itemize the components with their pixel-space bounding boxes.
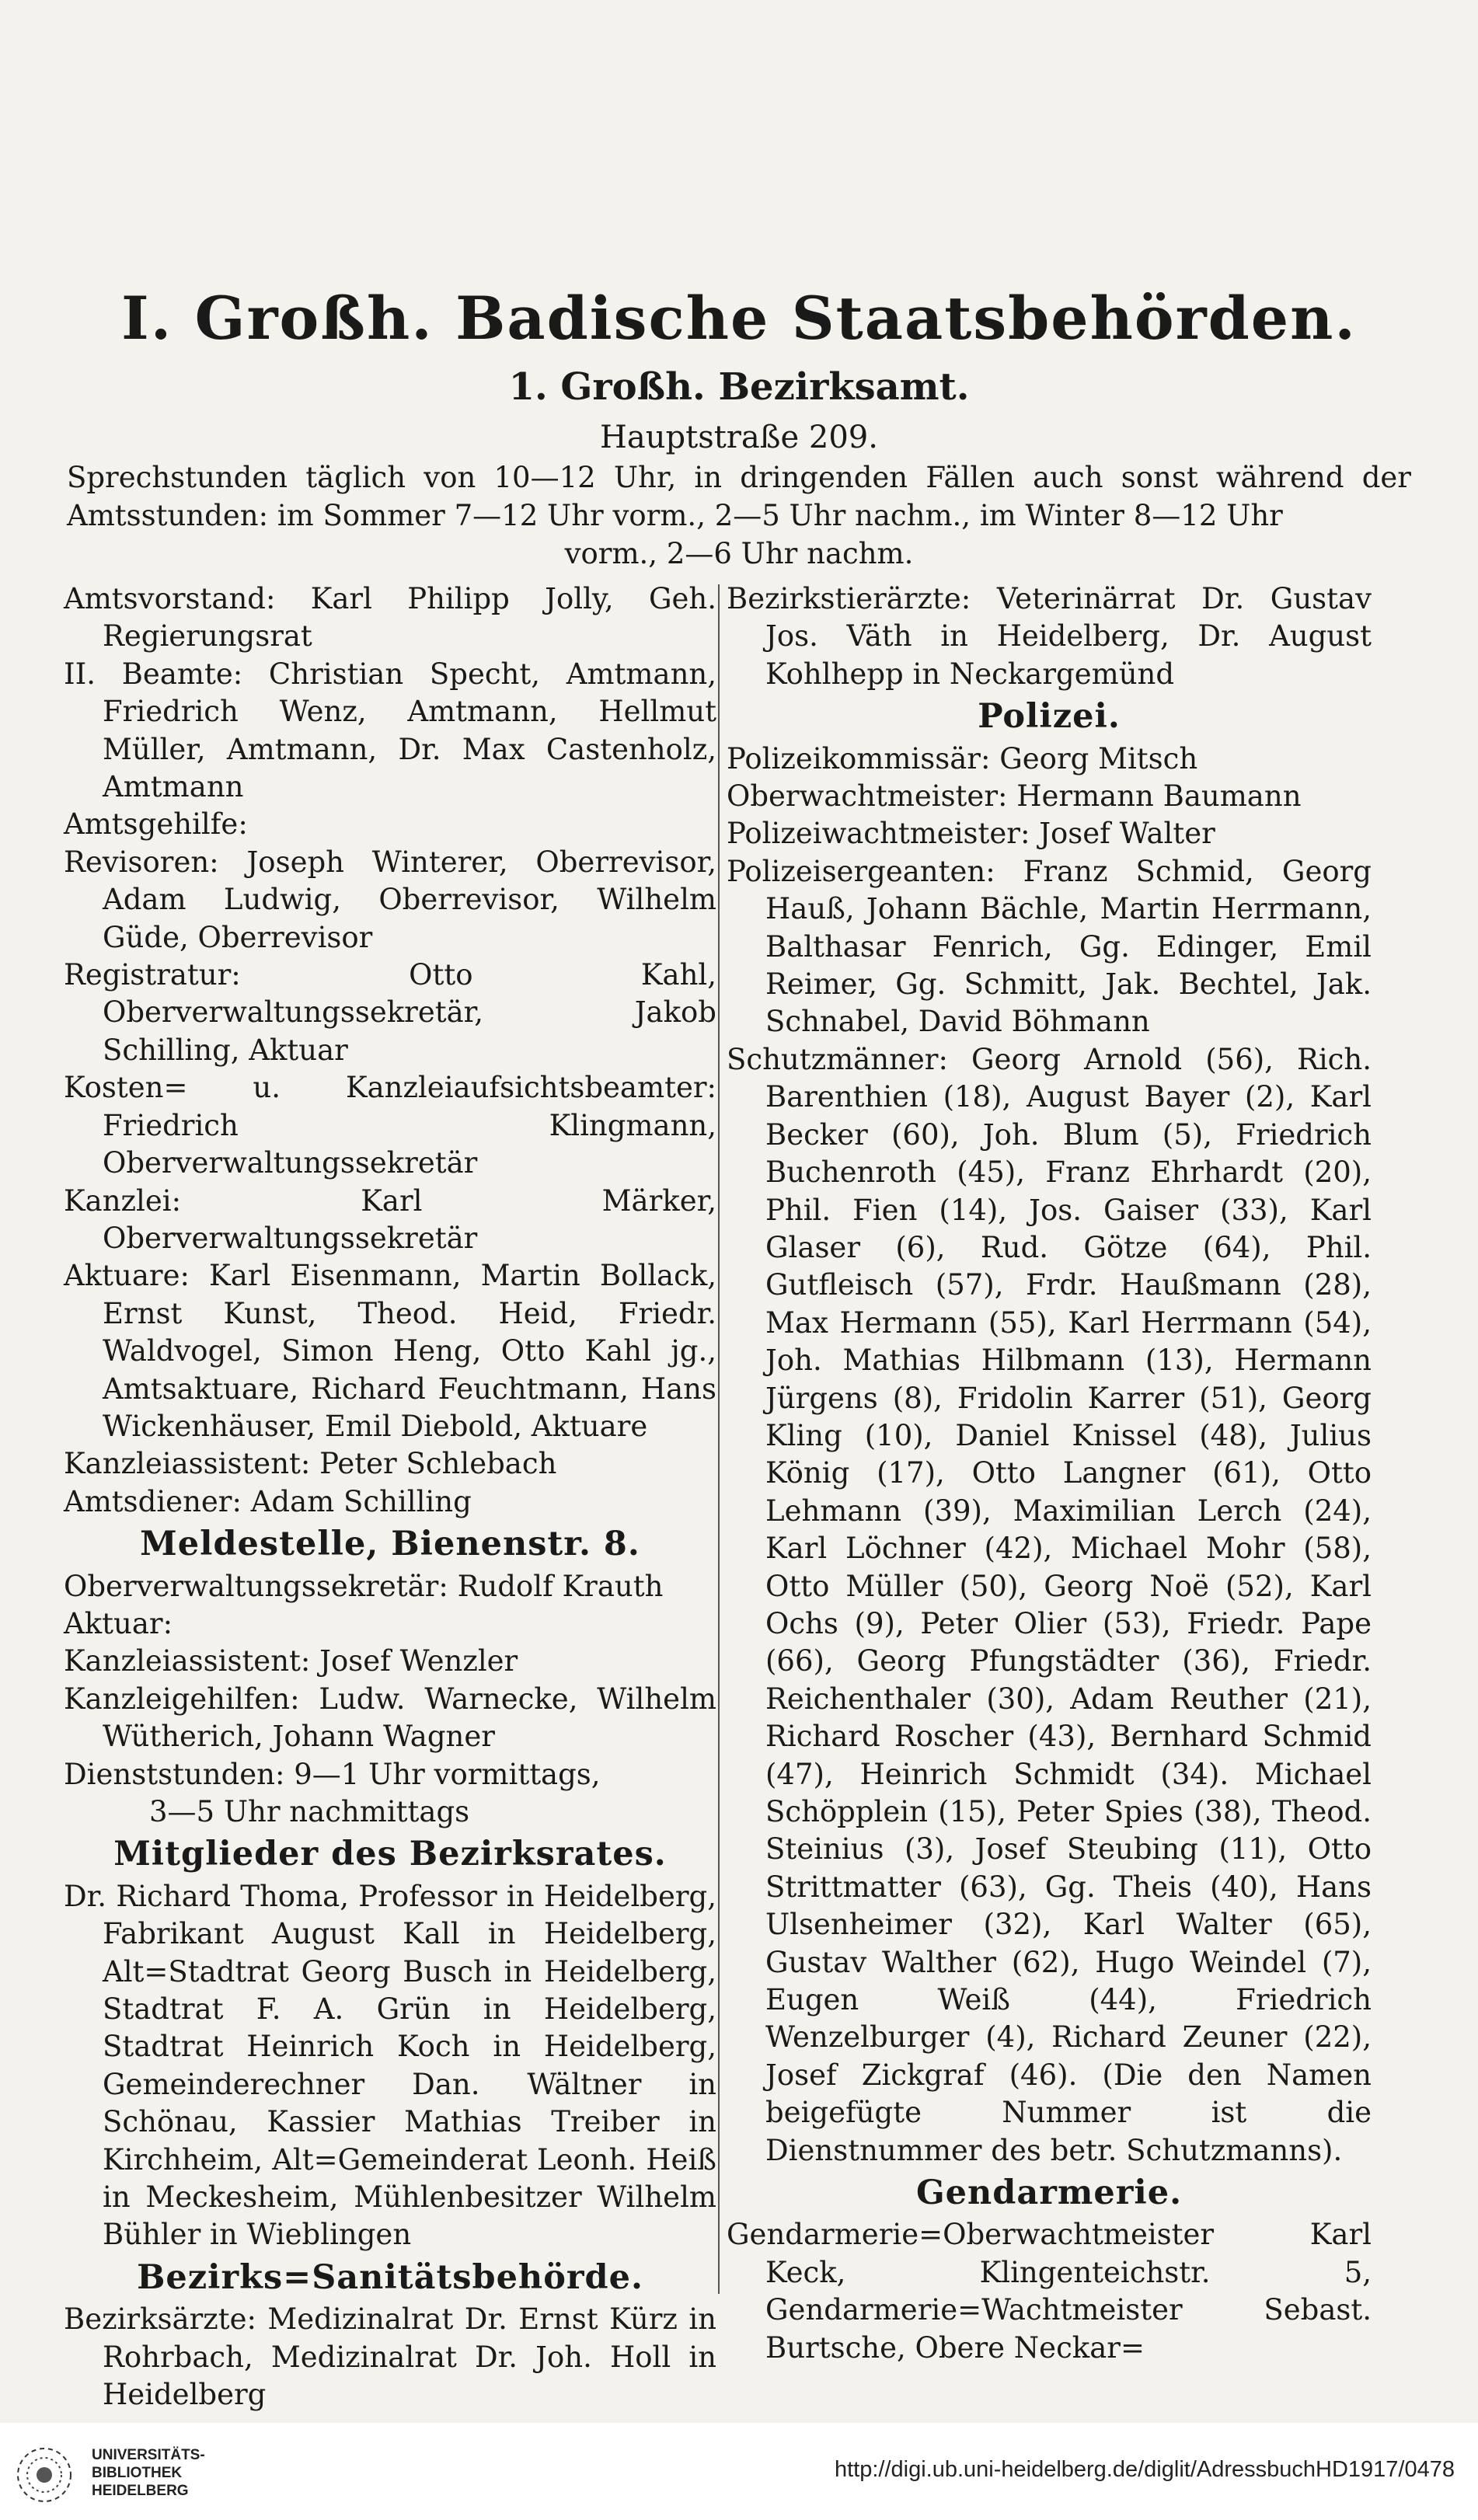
library-name-line: HEIDELBERG [92,2483,189,2499]
library-logo-icon [9,2440,87,2510]
entry-paragraph: Gendarmerie=Oberwachtmeister Karl Keck, Klingenteichstr. 5, Gendarmerie=Wachtmeister Sebast. Burtsche, Obere Neckar= [727,2218,1372,2365]
entry-paragraph: Aktuare: Karl Eisenmann, Martin Bollack, Ernst Kunst, Theod. Heid, Friedr. Waldvogel, Simon Heng, Otto Kahl jg., Amtsaktuare, Richard Feuchtmann, Hans Wickenhäuser, Emil Diebold, Aktuare [64,1259,716,1443]
entry-paragraph: Aktuar: [64,1606,173,1640]
page-title: I. Großh. Badische Staatsbehörden. [121,284,1357,353]
section-heading: Mitglieder des Bezirksrates. [113,1835,667,1874]
entry-paragraph: Amtsvorstand: Karl Philipp Jolly, Geh. Regierungsrat [64,582,716,654]
left-column [64,580,716,2414]
section-title: 1. Großh. Bezirksamt. [508,365,970,409]
entry-paragraph: Kanzleiassistent: Josef Wenzler [64,1644,518,1678]
entry-paragraph: Dienststunden: 9—1 Uhr vormittags, [64,1757,601,1791]
entry-paragraph: Kanzlei: Karl Märker, Oberverwaltungssekretär [64,1183,716,1255]
entry-paragraph: Kanzleigehilfen: Ludw. Warnecke, Wilhelm Wütherich, Johann Wagner [64,1682,716,1754]
entry-paragraph: Polizeiwachtmeister: Josef Walter [727,817,1215,851]
entry-paragraph: Kanzleiassistent: Peter Schlebach [64,1447,557,1481]
entry-paragraph: Bezirksärzte: Medizinalrat Dr. Ernst Kürz in Rohrbach, Medizinalrat Dr. Joh. Holl in Heidelberg [64,2302,716,2412]
entry-paragraph: Polizeikommissär: Georg Mitsch [727,741,1198,776]
entry-paragraph: Kosten= u. Kanzleiaufsichtsbeamter: Friedrich Klingmann, Oberverwaltungssekretär [64,1071,716,1180]
column-divider [718,584,720,2294]
entry-paragraph: 3—5 Uhr nachmittags [149,1795,470,1828]
entry-paragraph: Revisoren: Joseph Winterer, Oberrevisor, Adam Ludwig, Oberrevisor, Wilhelm Güde, Oberrevisor [64,845,716,954]
entry-paragraph: II. Beamte: Christian Specht, Amtmann, Friedrich Wenz, Amtmann, Hellmut Müller, Amtmann, Dr. Max Castenholz, Amtmann [64,657,716,804]
hours-line: Sprechstunden täglich von 10—12 Uhr, in dringenden Fällen auch sonst während der [67,461,1411,494]
source-url[interactable]: http://digi.ub.uni-heidelberg.de/diglit/AdressbuchHD1917/0478 [834,2457,1455,2482]
section-heading: Gendarmerie. [915,2173,1183,2213]
entry-paragraph: Amtsdiener: Adam Schilling [64,1484,472,1518]
entry-paragraph: Dr. Richard Thoma, Professor in Heidelberg, Fabrikant August Kall in Heidelberg, Alt=Stadtrat Georg Busch in Heidelberg, Stadtrat F. A. Grün in Heidelberg, Stadtrat Heinrich Koch in Heidelberg, Gemeinderechner Dan. Wältner in Schönau, Kassier Mathias Treiber in Kirchheim, Alt=Gemeinderat Leonh. Heiß in Meckesheim, Mühlenbesitzer Wilhelm Bühler in Wieblingen [64,1879,716,2252]
entry-paragraph: Schutzmänner: Georg Arnold (56), Rich. Barenthien (18), August Bayer (2), Karl Becker (60), Joh. Blum (5), Friedrich Buchenroth (45), Franz Ehrhardt (20), Phil. Fien (14), Jos. Gaiser (33), Karl Glaser (6), Rud. Götze (64), Phil. Gutfleisch (57), Frdr. Haußmann (28), Max Hermann (55), Karl Herrmann (54), Joh. Mathias Hilbmann (13), Hermann Jürgens (8), Fridolin Karrer (51), Georg Kling (10), Daniel Knissel (48), Julius König (17), Otto Langner (61), Otto Lehmann (39), Maximilian Lerch (24), Karl Löchner (42), Michael Mohr (58), Otto Müller (50), Georg Noë (52), Karl Ochs (9), Peter Olier (53), Friedr. Pape (66), Georg Pfungstädter (36), Friedr. Reichenthaler (30), Adam Reuther (21), Richard Roscher (43), Bernhard Schmid (47), Heinrich Schmidt (34). Michael Schöpplein (15), Peter Spies (38), Theod. Steinius (3), Josef Steubing (11), Otto Strittmatter (63), Gg. Theis (40), Hans Ulsenheimer (32), Karl Walter (65), Gustav Walther (62), Hugo Weindel (7), Eugen Weiß (44), Friedrich Wenzelburger (4), Richard Zeuner (22), Josef Zickgraf (46). (Die den Namen beigefügte Nummer ist die Dienstnummer des betr. Schutzmanns). [727,1042,1372,2167]
entry-paragraph: Amtsgehilfe: [64,807,248,842]
office-hours [67,458,1411,573]
entry-paragraph: Bezirkstierärzte: Veterinärrat Dr. Gustav Jos. Väth in Heidelberg, Dr. August Kohlhepp in Neckargemünd [727,582,1372,691]
entry-paragraph: Polizeisergeanten: Franz Schmid, Georg Hauß, Johann Bächle, Martin Herrmann, Balthasar Fenrich, Gg. Edinger, Emil Reimer, Gg. Schmitt, Jak. Bechtel, Jak. Schnabel, David Böhmann [727,854,1372,1039]
library-name-line: UNIVERSITÄTS- [92,2447,205,2463]
library-name [92,2446,205,2500]
library-name-line: BIBLIOTHEK [92,2465,183,2481]
section-heading: Polizei. [978,697,1121,737]
right-column [727,580,1372,2367]
section-heading: Meldestelle, Bienenstr. 8. [140,1525,640,1564]
hours-line: vorm., 2—6 Uhr nachm. [564,537,914,570]
entry-paragraph: Oberverwaltungssekretär: Rudolf Krauth [64,1569,664,1603]
section-heading: Bezirks=Sanitätsbehörde. [137,2257,643,2297]
office-address: Hauptstraße 209. [600,420,878,455]
entry-paragraph: Oberwachtmeister: Hermann Baumann [727,779,1302,814]
hours-line: Amtsstunden: im Sommer 7—12 Uhr vorm., 2—5 Uhr nachm., im Winter 8—12 Uhr [67,499,1283,532]
entry-paragraph: Registratur: Otto Kahl, Oberverwaltungssekretär, Jakob Schilling, Aktuar [64,958,716,1067]
